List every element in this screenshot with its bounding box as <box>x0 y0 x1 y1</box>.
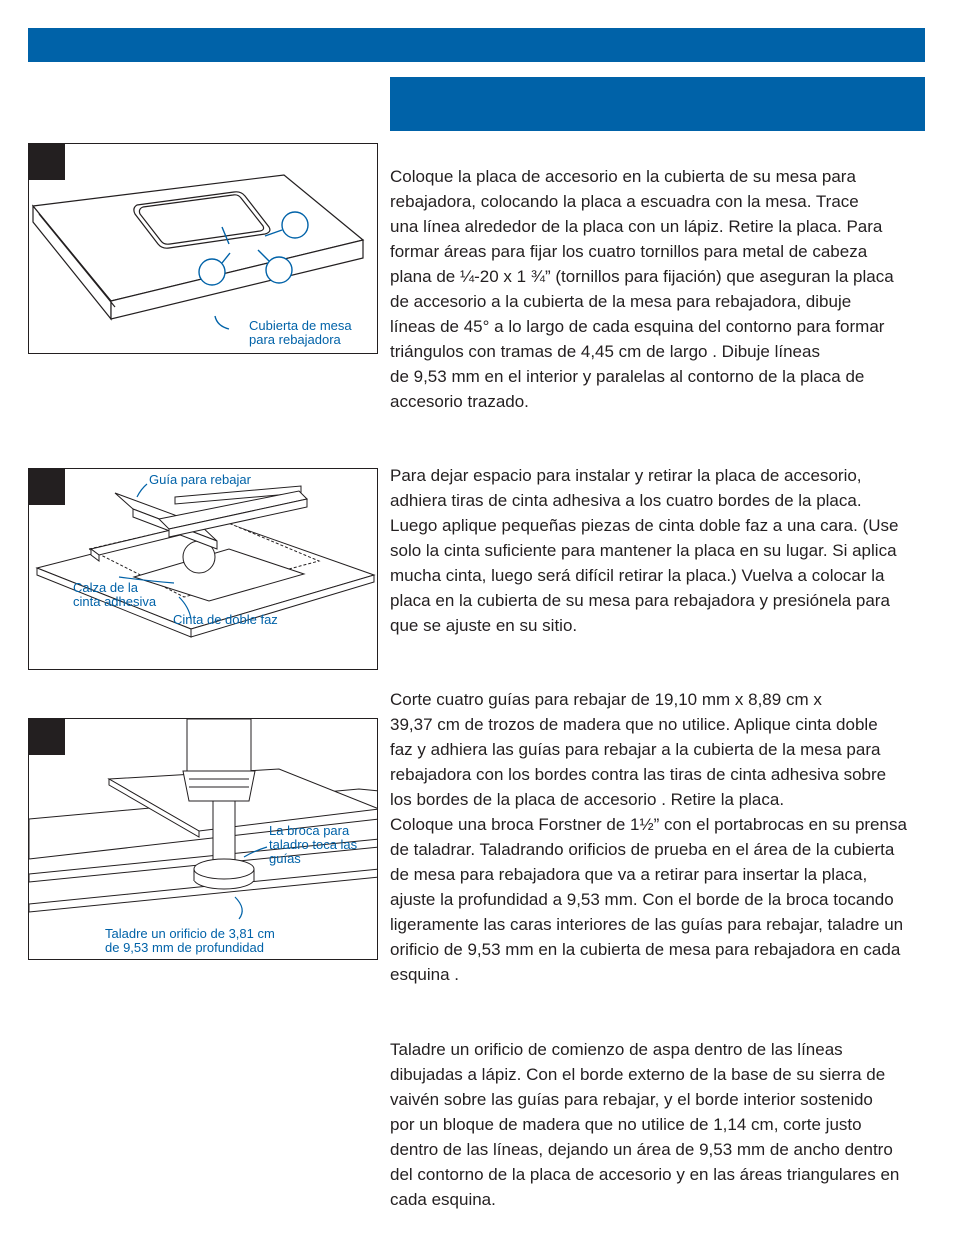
header-bar <box>28 28 925 62</box>
section-title-bar <box>390 77 925 131</box>
label-tape-shim: Calza de la cinta adhesiva <box>73 580 157 609</box>
figure-3 <box>28 718 378 960</box>
label-bit-touches-guides: La broca para taladro toca las guías <box>269 823 358 866</box>
paragraph-step-3: Corte cuatro guías para rebajar de 19,10 mm x 8,89 cm x 39,37 cm de trozos de madera que no utilice. Aplique cinta doble faz y adhiera las guías para rebajar a la cubierta de la mesa para rebajadora con los bordes contra las tiras de cinta adhesiva sobre los bordes de la placa de accesorio . Retire la placa. Coloque una broca Forstner de 1½” con el portabrocas en su prensa de taladrar. Taladrando orificios de prueba en el área de la cubierta de mesa para rebajadora que va a retirar para insertar la placa, ajuste la profundidad a 9,53 mm. Con el borde de la broca tocando ligeramente las caras interiores de las guías para rebajar, taladre un orificio de 9,53 mm en la cubierta de mesa para rebajadora en cada esquina . <box>390 690 907 984</box>
paragraph-step-1: Coloque la placa de accesorio en la cubierta de su mesa para rebajadora, colocando la placa a escuadra con la mesa. Trace una línea alrededor de la placa con un lápiz. Retire la placa. Para formar áreas para fijar los cuatro tornillos para metal de cabeza plana de ¼-20 x 1 ¾” (tornillos para fijación) que aseguran la placa de accesorio a la cubierta de la mesa para rebajadora, dibuje líneas de 45° a lo largo de cada esquina del contorno para formar triángulos con tramas de 4,45 cm de largo . Dibuje líneas de 9,53 mm en el interior y paralelas al contorno de la placa de accesorio trazado. <box>390 167 894 411</box>
label-router-table-top: Cubierta de mesa para rebajadora <box>249 318 352 347</box>
label-router-guide: Guía para rebajar <box>149 472 251 487</box>
figure-2 <box>28 468 378 670</box>
figure-1 <box>28 143 378 354</box>
label-drill-hole-depth: Taladre un orificio de 3,81 cm de 9,53 mm de profundidad <box>105 926 275 955</box>
router-guides-illustration <box>29 469 378 670</box>
paragraph-step-4: Taladre un orificio de comienzo de aspa dentro de las líneas dibujadas a lápiz. Con el borde externo de la base de su sierra de vaivén sobre las guías para rebajar, y el borde interior sostenido por un bloque de madera que no utilice de 1,14 cm, corte justo dentro de las líneas, dejando un área de 9,53 mm de ancho dentro del contorno de la placa de accesorio y en las áreas triangulares en cada esquina. <box>390 1040 900 1209</box>
label-double-sided-tape: Cinta de doble faz <box>173 612 278 627</box>
paragraph-step-2: Para dejar espacio para instalar y retirar la placa de accesorio, adhiera tiras de cinta adhesiva a los cuatro bordes de la placa. Luego aplique pequeñas piezas de cinta doble faz a una cara. (Use solo la cinta suficiente para mantener la placa en su lugar. Si aplica mucha cinta, luego será difícil retirar la placa.) Vuelva a colocar la placa en la cubierta de su mesa para rebajadora y presiónela para que se ajuste en su sitio. <box>390 466 899 635</box>
